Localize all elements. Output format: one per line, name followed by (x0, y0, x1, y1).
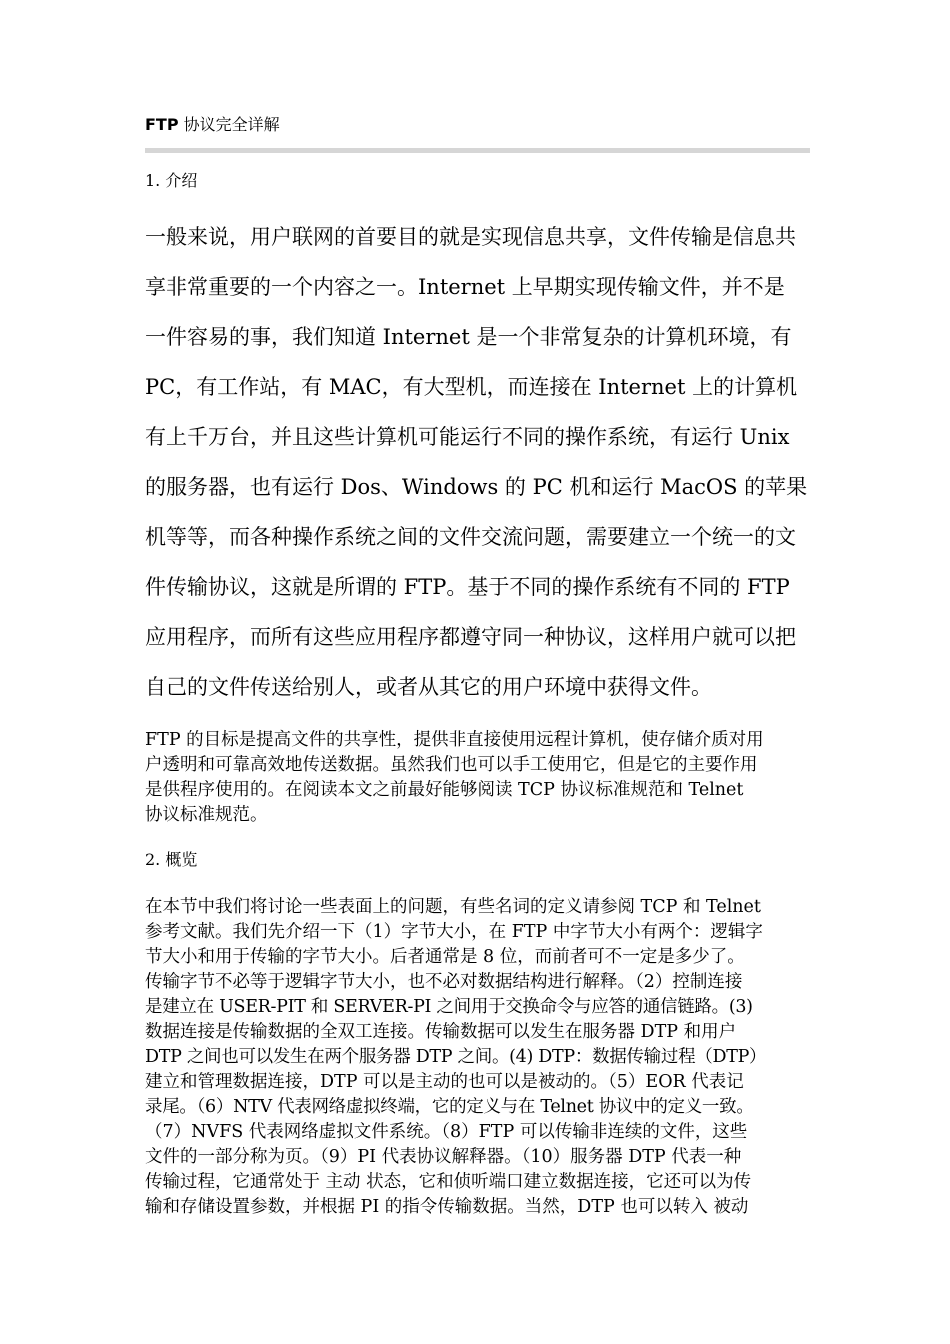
paragraph-line: （7）NVFS 代表网络虚拟文件系统。（8）FTP 可以传输非连续的文件，这些 (145, 1122, 748, 1142)
paragraph-line: 输和存储设置参数，并根据 PI 的指令传输数据。当然，DTP 也可以转入 被动 (145, 1197, 749, 1217)
paragraph-line: 协议标准规范。 (145, 805, 268, 825)
paragraph-line: 户透明和可靠高效地传送数据。虽然我们也可以手工使用它，但是它的主要作用 (145, 755, 758, 775)
section-heading-overview: 2. 概览 (145, 850, 198, 869)
goal-paragraph (145, 728, 810, 828)
paragraph-line: 建立和管理数据连接，DTP 可以是主动的也可以是被动的。（5）EOR 代表记 (145, 1072, 744, 1092)
paragraph-line: 传输字节不必等于逻辑字节大小，也不必对数据结构进行解释。（2）控制连接 (145, 972, 743, 992)
paragraph-line: 文件的一部分称为页。（9）PI 代表协议解释器。（10）服务器 DTP 代表一种 (145, 1147, 742, 1167)
paragraph-line: 节大小和用于传输的字节大小。后者通常是 8 位，而前者可不一定是多少了。 (145, 947, 745, 967)
section-heading-intro: 1. 介绍 (145, 171, 198, 190)
paragraph-line: 在本节中我们将讨论一些表面上的问题，有些名词的定义请参阅 TCP 和 Telnet (145, 897, 761, 917)
paragraph-line: 一件容易的事，我们知道 Internet 是一个非常复杂的计算机环境，有 (145, 325, 792, 349)
paragraph-line: 数据连接是传输数据的全双工连接。传输数据可以发生在服务器 DTP 和用户 (145, 1022, 737, 1042)
paragraph-line: 有上千万台，并且这些计算机可能运行不同的操作系统，有运行 Unix (145, 425, 790, 449)
title-ftp: FTP (145, 115, 179, 134)
title-text: 协议完全详解 (178, 115, 280, 134)
paragraph-line: PC，有工作站，有 MAC，有大型机，而连接在 Internet 上的计算机 (145, 375, 798, 399)
paragraph-line: 是供程序使用的。在阅读本文之前最好能够阅读 TCP 协议标准规范和 Telnet (145, 780, 744, 800)
paragraph-line: 录尾。（6）NTV 代表网络虚拟终端，它的定义与在 Telnet 协议中的定义一致。 (145, 1097, 754, 1117)
title-divider (145, 148, 810, 153)
paragraph-line: 应用程序，而所有这些应用程序都遵守同一种协议，这样用户就可以把 (145, 625, 796, 649)
paragraph-line: 是建立在 USER-PIT 和 SERVER-PI 之间用于交换命令与应答的通信链路。(3) (145, 997, 753, 1017)
paragraph-line: 一般来说，用户联网的首要目的就是实现信息共享，文件传输是信息共 (145, 225, 796, 249)
paragraph-line: 自己的文件传送给别人，或者从其它的用户环境中获得文件。 (145, 675, 712, 699)
paragraph-line: 机等等，而各种操作系统之间的文件交流问题，需要建立一个统一的文 (145, 525, 796, 549)
paragraph-line: 传输过程，它通常处于 主动 状态，它和侦听端口建立数据连接，它还可以为传 (145, 1172, 752, 1192)
paragraph-line: 参考文献。我们先介绍一下（1）字节大小，在 FTP 中字节大小有两个：逻辑字 (145, 922, 763, 942)
paragraph-line: 享非常重要的一个内容之一。Internet 上早期实现传输文件，并不是 (145, 275, 785, 299)
intro-paragraph (145, 212, 810, 712)
overview-paragraph (145, 895, 810, 1220)
document-title (145, 114, 280, 136)
paragraph-line: FTP 的目标是提高文件的共享性，提供非直接使用远程计算机，使存储介质对用 (145, 730, 764, 750)
paragraph-line: 件传输协议，这就是所谓的 FTP。基于不同的操作系统有不同的 FTP (145, 575, 790, 599)
paragraph-line: 的服务器，也有运行 Dos、Windows 的 PC 机和运行 MacOS 的苹果 (145, 475, 808, 499)
paragraph-line: DTP 之间也可以发生在两个服务器 DTP 之间。(4) DTP：数据传输过程（DTP） (145, 1047, 767, 1067)
